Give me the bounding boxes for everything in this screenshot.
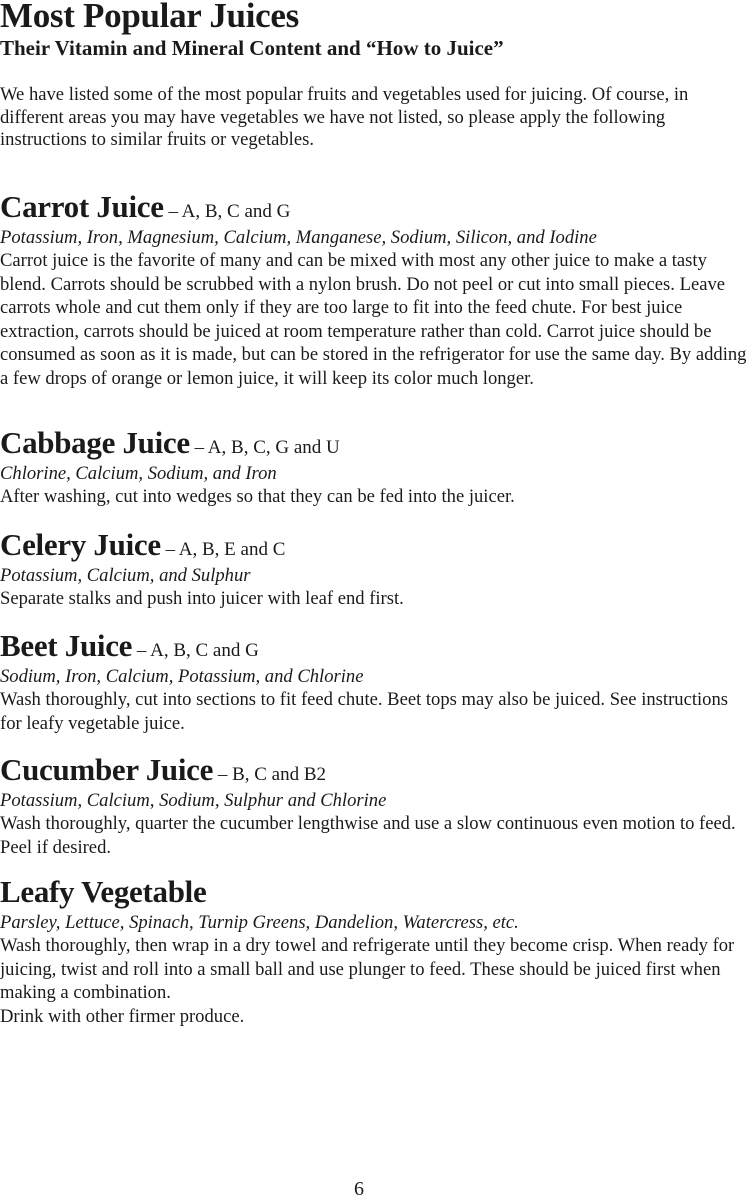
section-body: Wash thoroughly, quarter the cucumber lengthwise and use a slow continuous even motion to feed. Peel if desired. [0, 813, 736, 858]
section-celery-juice [0, 526, 748, 611]
section-vitamins: – A, B, C, G and U [189, 437, 340, 458]
section-beet-juice [0, 627, 748, 735]
section-heading [0, 424, 748, 462]
section-heading [0, 526, 748, 564]
page-subtitle: Their Vitamin and Mineral Content and “How to Juice” [0, 36, 504, 60]
section-name: Cabbage Juice [0, 425, 190, 460]
section-minerals: Parsley, Lettuce, Spinach, Turnip Greens, Dandelion, Watercress, etc. [0, 912, 519, 933]
section-minerals: Potassium, Iron, Magnesium, Calcium, Manganese, Sodium, Silicon, and Iodine [0, 227, 597, 248]
section-body: Wash thoroughly, cut into sections to fit feed chute. Beet tops may also be juiced. See instructions for leafy vegetable juice. [0, 689, 728, 734]
section-name: Leafy Vegetable [0, 874, 207, 909]
section-vitamins: – A, B, C and G [132, 640, 259, 661]
section-carrot-juice [0, 188, 748, 390]
page-title: Most Popular Juices [0, 0, 299, 35]
section-heading [0, 627, 748, 665]
section-cucumber-juice [0, 751, 748, 859]
section-name: Carrot Juice [0, 189, 164, 224]
section-vitamins: – A, B, E and C [160, 539, 286, 560]
section-vitamins: – B, C and B2 [213, 764, 327, 785]
section-minerals: Potassium, Calcium, and Sulphur [0, 565, 251, 586]
section-minerals: Chlorine, Calcium, Sodium, and Iron [0, 463, 277, 484]
section-body: Carrot juice is the favorite of many and can be mixed with most any other juice to make a tasty blend. Carrots should be scrubbed with a nylon brush. Do not peel or cut into small pieces. Leave carrots whole and cut them only if they are too large to fit into the feed chute. For best juice extraction, carrots should be juiced at room temperature rather than cold. Carrot juice should be consumed as soon as it is made, but can be stored in the refrigerator for use the same day. By adding a few drops of orange or lemon juice, it will keep its color much longer. [0, 250, 747, 389]
section-heading [0, 751, 748, 789]
section-body: Wash thoroughly, then wrap in a dry towel and refrigerate until they become crisp. When ready for juicing, twist and roll into a small ball and use plunger to feed. These should be juiced first when making a combination. [0, 935, 735, 1003]
section-leafy-vegetable [0, 873, 748, 1028]
intro-paragraph: We have listed some of the most popular fruits and vegetables used for juicing. Of course, in different areas you may have vegetables we have not listed, so please apply the following instructions to similar fruits or vegetables. [0, 84, 689, 150]
section-cabbage-juice [0, 424, 748, 509]
section-heading [0, 873, 748, 911]
section-minerals: Sodium, Iron, Calcium, Potassium, and Chlorine [0, 666, 364, 687]
section-vitamins: – A, B, C and G [163, 201, 291, 222]
section-body-extra: Drink with other firmer produce. [0, 1005, 245, 1027]
section-name: Celery Juice [0, 527, 161, 562]
section-minerals: Potassium, Calcium, Sodium, Sulphur and Chlorine [0, 790, 387, 811]
section-name: Cucumber Juice [0, 752, 214, 787]
section-name: Beet Juice [0, 628, 133, 663]
section-body: After washing, cut into wedges so that they can be fed into the juicer. [0, 486, 515, 507]
page-number: 6 [354, 1178, 364, 1200]
section-body: Separate stalks and push into juicer with leaf end first. [0, 588, 404, 609]
section-heading [0, 188, 748, 226]
